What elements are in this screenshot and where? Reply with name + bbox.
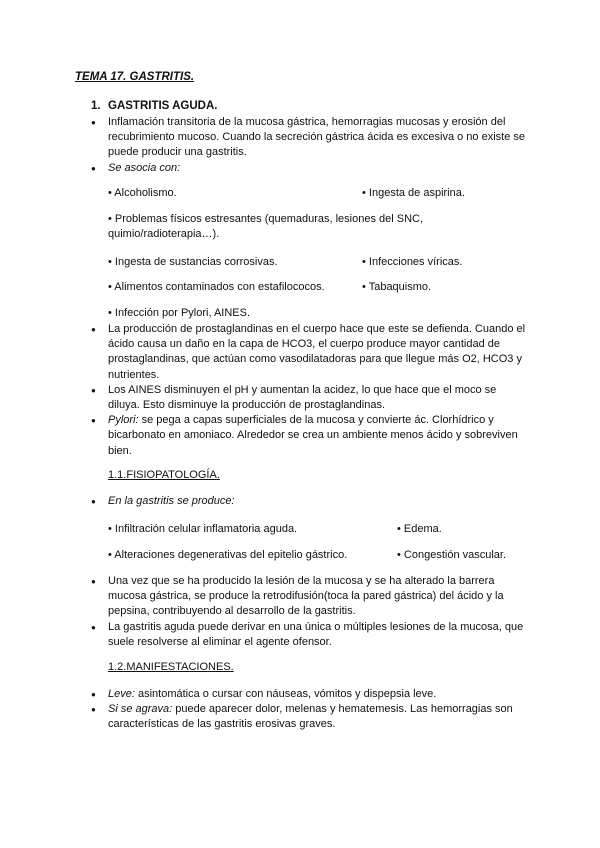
mild-term: Leve: <box>108 688 135 700</box>
patho-item-infiltration: • Infiltración celular inflamatoria aguda. <box>108 523 298 535</box>
severe-text: puede aparecer dolor, melenas y hematemesis. Las hemorragias son características de las gastritis erosivas graves. <box>108 703 513 731</box>
bullet-list-patho-details <box>91 574 531 650</box>
assoc-item-viral: • Infecciones víricas. <box>362 256 463 268</box>
section-heading-text: GASTRITIS AGUDA. <box>108 100 218 112</box>
assoc-item-pylori-aines: • Infección por Pylori, AINES. <box>108 307 251 319</box>
bullet-list-mechanisms <box>91 322 531 459</box>
assoc-item-staph-food: • Alimentos contaminados con estafilococos. <box>108 281 325 293</box>
pylori-term: Pylori: <box>108 414 139 427</box>
severe-term: Si se agrava: <box>108 703 173 716</box>
bullet-associated-with: ● Se asocia con: <box>91 161 531 176</box>
bullet-aines: ● Los AINES disminuyen el pH y aumentan la acidez, lo que hace que el moco se diluya. Esto disminuye la producción de prostaglandinas. <box>91 383 531 413</box>
bullet-severe <box>91 702 531 732</box>
section-number: 1. <box>91 100 101 112</box>
mild-text: asintomática o cursar con náuseas, vómitos y dispepsia leve. <box>134 688 437 700</box>
bullet-retrodiffusion: ● Una vez que se ha producido la lesión de la mucosa y se ha alterado la barrera mucosa gástrica, se produce la retrodifusión(toca la pared gástrica) del ácido y la pepsina, contribuyendo al desarrollo de la gastritis. <box>91 574 531 620</box>
section-heading <box>91 100 217 112</box>
subsection-heading-manifestations: 1.2.MANIFESTACIONES. <box>108 661 234 673</box>
bullet-list-intro <box>91 115 531 176</box>
bullet-pylori <box>91 413 531 459</box>
bullet-list-patho-intro <box>91 494 531 509</box>
bullet-definition: ● Inflamación transitoria de la mucosa gástrica, hemorragias mucosas y erosión del recubrimiento mucoso. Cuando la secreción gástrica ácida es excesiva o no existe se puede producir una gastritis. <box>91 115 531 161</box>
patho-item-degeneration: • Alteraciones degenerativas del epitelio gástrico. <box>108 549 348 561</box>
assoc-item-alcoholism: • Alcoholismo. <box>108 187 177 199</box>
subsection-heading-pathophysiology: 1.1.FISIOPATOLOGÍA. <box>108 469 220 481</box>
patho-item-edema: • Edema. <box>397 523 442 535</box>
bullet-list-manifestations <box>91 687 531 733</box>
patho-item-congestion: • Congestión vascular. <box>397 549 507 561</box>
assoc-item-physical-stress: • Problemas físicos estresantes (quemaduras, lesiones del SNC, quimio/radioterapia…). <box>108 213 424 241</box>
bullet-lesions: ● La gastritis aguda puede derivar en una única o múltiples lesiones de la mucosa, que suele resolverse al eliminar el agente ofensor. <box>91 620 531 650</box>
assoc-item-aspirin: • Ingesta de aspirina. <box>362 187 465 199</box>
assoc-item-smoking: • Tabaquismo. <box>362 281 432 293</box>
bullet-mild <box>91 687 531 702</box>
document-title: TEMA 17. GASTRITIS. <box>75 71 195 83</box>
bullet-prostaglandins: ● La producción de prostaglandinas en el cuerpo hace que este se defienda. Cuando el ácido causa un daño en la capa de HCO3, el cuerpo produce mayor cantidad de prostaglandinas, que actúan como vasodilatadoras para que llegue más O2, HCO3 y nutrientes. <box>91 322 531 383</box>
bullet-gastritis-produces: ● En la gastritis se produce: <box>91 494 531 509</box>
assoc-item-corrosives: • Ingesta de sustancias corrosivas. <box>108 256 278 268</box>
pylori-text: se pega a capas superficiales de la mucosa y convierte ác. Clorhídrico y bicarbonato en amoniaco. Alrededor se crea un ambiente menos ácido y sobreviven bien. <box>108 414 518 457</box>
